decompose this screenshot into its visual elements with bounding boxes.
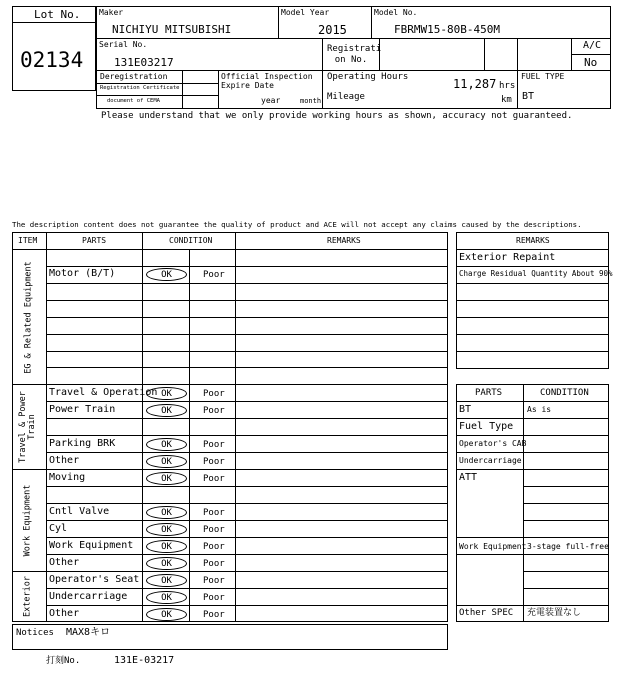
part-moving: Moving (49, 472, 86, 483)
stamp-label: 打刻No. (46, 656, 81, 666)
ok-mark: OK (146, 574, 187, 587)
cema-label: document of CEMA (107, 98, 160, 104)
group-exterior: Exterior (22, 576, 33, 617)
part-motor: Motor (B/T) (49, 268, 116, 279)
part-work-equipment: Work Equipment (459, 542, 527, 551)
notices-value: MAX8キロ (66, 627, 111, 638)
model-year-label: Model Year (281, 8, 330, 17)
dereg-label: Deregistration (100, 72, 168, 81)
cond-other-spec: 充電装置なし (527, 608, 582, 618)
part-operators-cab: Operator's CAB (459, 439, 527, 448)
part-work-equipment: Work Equipment (49, 540, 134, 551)
serial-value: 131E03217 (114, 56, 174, 69)
poor-label: Poor (203, 440, 225, 450)
part-operators-seat: Operator's Seat (49, 574, 140, 585)
ok-mark: OK (146, 540, 187, 553)
group-travel-power: Travel & Power Train (18, 391, 38, 463)
mileage-label: Mileage (327, 92, 365, 102)
maker-label: Maker (99, 8, 124, 17)
group-eg-related: EG & Related Equipment (23, 261, 34, 374)
ok-mark: OK (146, 608, 187, 621)
month-label: month (300, 97, 322, 105)
col-item: ITEM (18, 236, 38, 245)
disclaimer: The description content does not guarantee the quality of product and ACE will not accept any claims caused by the descriptions. (12, 220, 582, 229)
hours-unit: hrs (499, 81, 516, 91)
ac-value: No (584, 56, 598, 69)
year-label: year (261, 96, 281, 105)
poor-label: Poor (203, 576, 225, 586)
ok-mark: OK (146, 455, 187, 468)
model-no-value: FBRMW15-80B-450M (394, 23, 500, 36)
ok-mark: OK (146, 557, 187, 570)
remarks-line-1: Exterior Repaint (459, 252, 556, 263)
ok-mark: OK (146, 591, 187, 604)
inspection-label: Official Inspection Expire Date (221, 72, 313, 91)
ok-mark: OK (146, 268, 187, 281)
group-work-equipment: Work Equipment (22, 484, 33, 557)
fuel-type-value: BT (522, 91, 535, 102)
poor-label: Poor (203, 389, 225, 399)
maker-value: NICHIYU MITSUBISHI (112, 23, 232, 36)
ac-label: A/C (583, 40, 602, 51)
reg-cert-label: Registration Certificate (100, 85, 180, 91)
poor-label: Poor (203, 525, 225, 535)
poor-label: Poor (203, 593, 225, 603)
col-remarks: REMARKS (327, 236, 361, 245)
ok-mark: OK (146, 523, 187, 536)
condition-col-header: CONDITION (540, 388, 589, 398)
registration-label: Registrati on No. (327, 44, 382, 66)
ok-mark: OK (146, 438, 187, 451)
cond-bt: As is (527, 405, 552, 414)
poor-label: Poor (203, 610, 225, 620)
km-unit: km (501, 95, 512, 105)
part-undercarriage: Undercarriage (49, 591, 128, 602)
part-parking-brk: Parking BRK (49, 438, 116, 449)
col-condition: CONDITION (169, 236, 213, 245)
part-power-train: Power Train (49, 404, 116, 415)
parts-col-header: PARTS (475, 388, 503, 398)
notices-label: Notices (16, 628, 54, 638)
part-cntl-valve: Cntl Valve (49, 506, 110, 517)
part-other: Other (49, 455, 80, 466)
ok-mark: OK (146, 387, 187, 400)
part-other: Other (49, 557, 80, 568)
poor-label: Poor (203, 474, 225, 484)
part-fuel-type: Fuel Type (459, 421, 514, 432)
ok-mark: OK (146, 506, 187, 519)
part-undercarriage: Undercarriage (459, 456, 522, 465)
fuel-type-label: FUEL TYPE (521, 72, 565, 81)
hours-label: Operating Hours (327, 72, 409, 82)
remarks-header: REMARKS (516, 236, 550, 245)
poor-label: Poor (203, 542, 225, 552)
stamp-value: 131E-03217 (114, 655, 175, 666)
model-year-value: 2015 (318, 23, 347, 37)
hours-notice: Please understand that we only provide working hours as shown, accuracy not guaranteed. (101, 111, 573, 121)
ok-mark: OK (146, 472, 187, 485)
part-bt: BT (459, 404, 472, 415)
part-att: ATT (459, 472, 478, 483)
poor-label: Poor (203, 559, 225, 569)
serial-label: Serial No. (99, 40, 148, 49)
part-other: Other (49, 608, 80, 619)
part-other-spec: Other SPEC (459, 608, 514, 618)
poor-label: Poor (203, 508, 225, 518)
cond-work-equipment: 3-stage full-free (527, 542, 609, 551)
hours-value: 11,287 (453, 77, 497, 91)
poor-label: Poor (203, 270, 225, 280)
poor-label: Poor (203, 457, 225, 467)
part-cyl: Cyl (49, 523, 68, 534)
model-no-label: Model No. (374, 8, 418, 17)
col-parts: PARTS (82, 236, 107, 245)
ok-mark: OK (146, 404, 187, 417)
poor-label: Poor (203, 406, 225, 416)
part-travel-operation: Travel & Operation (49, 387, 158, 398)
lot-label: Lot No. (34, 8, 81, 21)
remarks-line-2: Charge Residual Quantity About 90% (459, 269, 613, 278)
lot-number: 02134 (20, 48, 84, 72)
